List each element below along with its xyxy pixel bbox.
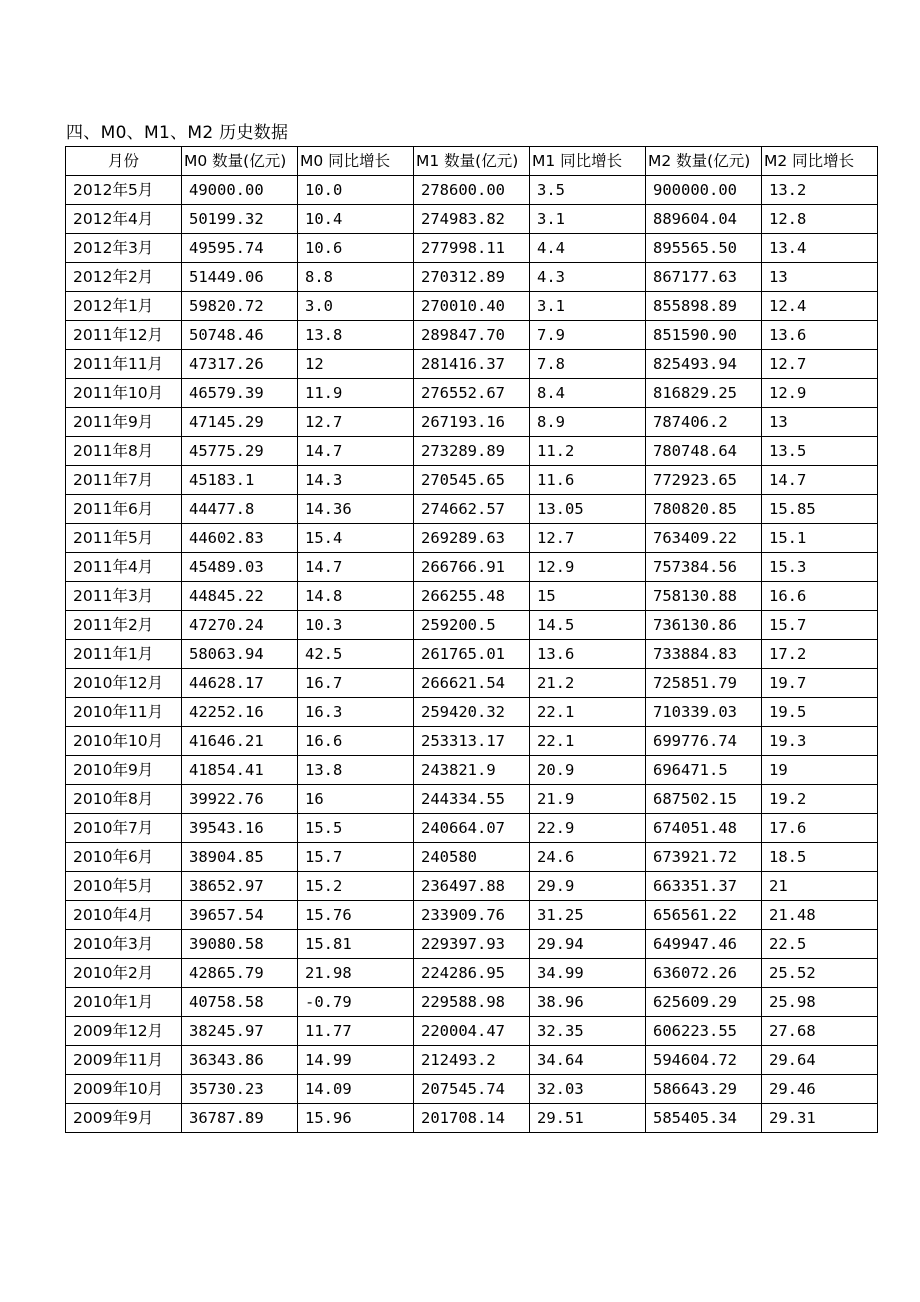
table-row	[66, 437, 878, 466]
cell-month: 2010年8月	[66, 785, 182, 814]
cell-m1-growth: 11.6	[530, 466, 646, 495]
header-m2-amount: M2 数量(亿元)	[646, 147, 762, 176]
cell-month: 2010年12月	[66, 669, 182, 698]
cell-m2-growth: 19.3	[762, 727, 878, 756]
cell-m0-growth: 15.81	[298, 930, 414, 959]
cell-m0-amount: 44628.17	[182, 669, 298, 698]
cell-month: 2010年9月	[66, 756, 182, 785]
table-row	[66, 727, 878, 756]
cell-m1-growth: 7.8	[530, 350, 646, 379]
cell-m0-growth: 15.76	[298, 901, 414, 930]
cell-m0-amount: 44477.8	[182, 495, 298, 524]
cell-m0-amount: 45489.03	[182, 553, 298, 582]
table-row	[66, 872, 878, 901]
cell-m1-amount: 229588.98	[414, 988, 530, 1017]
cell-m1-amount: 201708.14	[414, 1104, 530, 1133]
money-supply-table	[65, 146, 878, 1133]
cell-m1-amount: 253313.17	[414, 727, 530, 756]
table-row	[66, 1046, 878, 1075]
cell-m2-growth: 19.2	[762, 785, 878, 814]
cell-m2-amount: 900000.00	[646, 176, 762, 205]
cell-m1-growth: 34.64	[530, 1046, 646, 1075]
cell-m1-growth: 14.5	[530, 611, 646, 640]
cell-m1-amount: 229397.93	[414, 930, 530, 959]
cell-m1-amount: 273289.89	[414, 437, 530, 466]
cell-m2-amount: 757384.56	[646, 553, 762, 582]
header-m2-growth: M2 同比增长	[762, 147, 878, 176]
cell-m2-growth: 25.98	[762, 988, 878, 1017]
cell-m1-growth: 12.9	[530, 553, 646, 582]
cell-m0-amount: 40758.58	[182, 988, 298, 1017]
cell-m2-amount: 687502.15	[646, 785, 762, 814]
cell-m2-amount: 816829.25	[646, 379, 762, 408]
cell-m0-amount: 39543.16	[182, 814, 298, 843]
cell-m1-amount: 236497.88	[414, 872, 530, 901]
cell-m0-growth: 13.8	[298, 321, 414, 350]
cell-m1-amount: 240580	[414, 843, 530, 872]
cell-m2-amount: 586643.29	[646, 1075, 762, 1104]
cell-m2-amount: 710339.03	[646, 698, 762, 727]
cell-m1-amount: 220004.47	[414, 1017, 530, 1046]
cell-m0-amount: 42252.16	[182, 698, 298, 727]
table-row	[66, 234, 878, 263]
cell-m0-amount: 42865.79	[182, 959, 298, 988]
table-row	[66, 959, 878, 988]
cell-m0-amount: 36343.86	[182, 1046, 298, 1075]
table-row	[66, 611, 878, 640]
table-row	[66, 292, 878, 321]
table-row	[66, 466, 878, 495]
cell-m0-growth: 14.7	[298, 437, 414, 466]
cell-m1-growth: 29.9	[530, 872, 646, 901]
cell-month: 2012年3月	[66, 234, 182, 263]
cell-m1-growth: 32.35	[530, 1017, 646, 1046]
cell-m1-amount: 233909.76	[414, 901, 530, 930]
cell-m2-amount: 656561.22	[646, 901, 762, 930]
cell-m0-growth: 14.3	[298, 466, 414, 495]
cell-m2-amount: 594604.72	[646, 1046, 762, 1075]
cell-m0-amount: 44845.22	[182, 582, 298, 611]
cell-m2-growth: 12.4	[762, 292, 878, 321]
cell-month: 2010年7月	[66, 814, 182, 843]
cell-m2-growth: 14.7	[762, 466, 878, 495]
table-row	[66, 930, 878, 959]
table-row	[66, 408, 878, 437]
cell-m2-amount: 699776.74	[646, 727, 762, 756]
table-row	[66, 495, 878, 524]
cell-m1-growth: 7.9	[530, 321, 646, 350]
cell-m0-amount: 58063.94	[182, 640, 298, 669]
table-row	[66, 263, 878, 292]
cell-m2-growth: 17.6	[762, 814, 878, 843]
cell-m0-growth: 10.3	[298, 611, 414, 640]
cell-m1-amount: 270010.40	[414, 292, 530, 321]
cell-m0-growth: 3.0	[298, 292, 414, 321]
cell-m2-growth: 17.2	[762, 640, 878, 669]
cell-m2-amount: 763409.22	[646, 524, 762, 553]
cell-m0-amount: 41646.21	[182, 727, 298, 756]
cell-m0-amount: 49000.00	[182, 176, 298, 205]
table-row	[66, 901, 878, 930]
cell-m2-amount: 674051.48	[646, 814, 762, 843]
cell-month: 2011年2月	[66, 611, 182, 640]
cell-m1-amount: 281416.37	[414, 350, 530, 379]
cell-m0-growth: 11.77	[298, 1017, 414, 1046]
cell-m0-amount: 51449.06	[182, 263, 298, 292]
cell-m0-growth: 14.09	[298, 1075, 414, 1104]
cell-m0-amount: 38904.85	[182, 843, 298, 872]
cell-m2-growth: 13	[762, 408, 878, 437]
cell-m0-growth: 15.96	[298, 1104, 414, 1133]
cell-m2-growth: 19.7	[762, 669, 878, 698]
cell-m1-amount: 274662.57	[414, 495, 530, 524]
cell-month: 2011年10月	[66, 379, 182, 408]
cell-m0-growth: 21.98	[298, 959, 414, 988]
cell-m0-growth: 8.8	[298, 263, 414, 292]
cell-m2-amount: 736130.86	[646, 611, 762, 640]
cell-m2-growth: 13.2	[762, 176, 878, 205]
cell-month: 2009年11月	[66, 1046, 182, 1075]
cell-m1-amount: 289847.70	[414, 321, 530, 350]
cell-m1-growth: 21.9	[530, 785, 646, 814]
cell-m1-growth: 3.1	[530, 205, 646, 234]
cell-m2-growth: 12.8	[762, 205, 878, 234]
cell-month: 2012年2月	[66, 263, 182, 292]
header-m0-amount: M0 数量(亿元)	[182, 147, 298, 176]
cell-m0-amount: 45183.1	[182, 466, 298, 495]
cell-month: 2010年5月	[66, 872, 182, 901]
cell-m2-amount: 606223.55	[646, 1017, 762, 1046]
table-row	[66, 379, 878, 408]
cell-m1-growth: 29.51	[530, 1104, 646, 1133]
cell-m2-growth: 29.64	[762, 1046, 878, 1075]
cell-m1-growth: 13.6	[530, 640, 646, 669]
cell-m0-amount: 45775.29	[182, 437, 298, 466]
cell-month: 2010年1月	[66, 988, 182, 1017]
cell-m0-amount: 39922.76	[182, 785, 298, 814]
cell-m0-growth: 13.8	[298, 756, 414, 785]
cell-m2-growth: 21.48	[762, 901, 878, 930]
cell-month: 2010年4月	[66, 901, 182, 930]
cell-month: 2011年3月	[66, 582, 182, 611]
cell-m1-amount: 212493.2	[414, 1046, 530, 1075]
cell-m1-growth: 31.25	[530, 901, 646, 930]
cell-month: 2011年4月	[66, 553, 182, 582]
header-row	[66, 147, 878, 176]
cell-m0-amount: 47270.24	[182, 611, 298, 640]
cell-m0-amount: 47145.29	[182, 408, 298, 437]
table-row	[66, 176, 878, 205]
cell-m1-growth: 29.94	[530, 930, 646, 959]
cell-m1-growth: 38.96	[530, 988, 646, 1017]
cell-m0-amount: 38652.97	[182, 872, 298, 901]
cell-m1-growth: 22.9	[530, 814, 646, 843]
cell-m2-growth: 15.85	[762, 495, 878, 524]
cell-m1-growth: 24.6	[530, 843, 646, 872]
cell-m2-growth: 15.1	[762, 524, 878, 553]
table-row	[66, 843, 878, 872]
cell-m1-growth: 20.9	[530, 756, 646, 785]
cell-m0-amount: 35730.23	[182, 1075, 298, 1104]
table-row	[66, 669, 878, 698]
cell-m1-growth: 21.2	[530, 669, 646, 698]
cell-m1-amount: 224286.95	[414, 959, 530, 988]
cell-month: 2011年6月	[66, 495, 182, 524]
cell-m2-amount: 780820.85	[646, 495, 762, 524]
cell-m2-amount: 867177.63	[646, 263, 762, 292]
cell-m2-growth: 27.68	[762, 1017, 878, 1046]
cell-m1-growth: 22.1	[530, 727, 646, 756]
cell-m1-growth: 3.5	[530, 176, 646, 205]
cell-m0-growth: 10.6	[298, 234, 414, 263]
cell-m2-growth: 12.7	[762, 350, 878, 379]
cell-m2-growth: 13	[762, 263, 878, 292]
cell-m1-growth: 32.03	[530, 1075, 646, 1104]
cell-month: 2009年10月	[66, 1075, 182, 1104]
cell-m2-amount: 787406.2	[646, 408, 762, 437]
cell-m0-amount: 38245.97	[182, 1017, 298, 1046]
table-row	[66, 698, 878, 727]
cell-m0-amount: 50199.32	[182, 205, 298, 234]
cell-m2-growth: 13.4	[762, 234, 878, 263]
cell-m1-amount: 267193.16	[414, 408, 530, 437]
header-month: 月份	[66, 147, 182, 176]
cell-m0-growth: 15.4	[298, 524, 414, 553]
cell-m2-amount: 780748.64	[646, 437, 762, 466]
cell-month: 2011年1月	[66, 640, 182, 669]
cell-m1-growth: 13.05	[530, 495, 646, 524]
cell-m0-growth: 14.36	[298, 495, 414, 524]
table-row	[66, 814, 878, 843]
cell-m1-amount: 259420.32	[414, 698, 530, 727]
cell-m0-amount: 47317.26	[182, 350, 298, 379]
cell-month: 2010年11月	[66, 698, 182, 727]
cell-m2-amount: 855898.89	[646, 292, 762, 321]
cell-month: 2011年12月	[66, 321, 182, 350]
cell-m0-growth: 16.7	[298, 669, 414, 698]
header-m1-growth: M1 同比增长	[530, 147, 646, 176]
section-heading: 四、M0、M1、M2 历史数据	[66, 123, 289, 143]
table-row	[66, 988, 878, 1017]
cell-m2-amount: 696471.5	[646, 756, 762, 785]
cell-m1-growth: 8.9	[530, 408, 646, 437]
cell-m0-growth: 42.5	[298, 640, 414, 669]
cell-m2-growth: 29.46	[762, 1075, 878, 1104]
cell-m2-growth: 21	[762, 872, 878, 901]
cell-month: 2012年5月	[66, 176, 182, 205]
table-row	[66, 524, 878, 553]
cell-month: 2011年7月	[66, 466, 182, 495]
cell-m0-amount: 46579.39	[182, 379, 298, 408]
cell-m1-growth: 8.4	[530, 379, 646, 408]
cell-m1-amount: 266621.54	[414, 669, 530, 698]
cell-m0-amount: 44602.83	[182, 524, 298, 553]
cell-m2-growth: 19	[762, 756, 878, 785]
cell-m2-growth: 22.5	[762, 930, 878, 959]
cell-m2-amount: 649947.46	[646, 930, 762, 959]
cell-m1-growth: 4.4	[530, 234, 646, 263]
cell-m1-amount: 207545.74	[414, 1075, 530, 1104]
cell-m1-amount: 274983.82	[414, 205, 530, 234]
table-row	[66, 321, 878, 350]
cell-m1-growth: 34.99	[530, 959, 646, 988]
cell-m0-growth: 14.99	[298, 1046, 414, 1075]
cell-m0-growth: 12	[298, 350, 414, 379]
cell-m0-growth: 14.8	[298, 582, 414, 611]
cell-month: 2010年2月	[66, 959, 182, 988]
cell-m2-amount: 636072.26	[646, 959, 762, 988]
cell-m0-growth: 15.2	[298, 872, 414, 901]
cell-m1-amount: 266766.91	[414, 553, 530, 582]
table-row	[66, 756, 878, 785]
cell-m0-amount: 49595.74	[182, 234, 298, 263]
cell-m1-growth: 15	[530, 582, 646, 611]
cell-m0-growth: 16.6	[298, 727, 414, 756]
cell-month: 2012年1月	[66, 292, 182, 321]
cell-m1-amount: 244334.55	[414, 785, 530, 814]
cell-month: 2011年5月	[66, 524, 182, 553]
cell-m1-amount: 270545.65	[414, 466, 530, 495]
cell-m2-growth: 16.6	[762, 582, 878, 611]
cell-m0-amount: 36787.89	[182, 1104, 298, 1133]
cell-m0-amount: 39080.58	[182, 930, 298, 959]
cell-m1-growth: 11.2	[530, 437, 646, 466]
cell-month: 2010年3月	[66, 930, 182, 959]
table-row	[66, 1104, 878, 1133]
cell-m0-amount: 50748.46	[182, 321, 298, 350]
cell-m2-amount: 825493.94	[646, 350, 762, 379]
cell-month: 2009年9月	[66, 1104, 182, 1133]
cell-m1-amount: 277998.11	[414, 234, 530, 263]
cell-month: 2011年11月	[66, 350, 182, 379]
cell-m1-amount: 278600.00	[414, 176, 530, 205]
cell-m2-amount: 663351.37	[646, 872, 762, 901]
cell-m0-growth: 10.4	[298, 205, 414, 234]
cell-m2-growth: 12.9	[762, 379, 878, 408]
cell-m2-growth: 29.31	[762, 1104, 878, 1133]
header-m1-amount: M1 数量(亿元)	[414, 147, 530, 176]
cell-m1-amount: 270312.89	[414, 263, 530, 292]
cell-m0-growth: 15.7	[298, 843, 414, 872]
cell-m0-growth: 16	[298, 785, 414, 814]
cell-m2-growth: 13.6	[762, 321, 878, 350]
cell-m0-amount: 41854.41	[182, 756, 298, 785]
cell-m1-growth: 22.1	[530, 698, 646, 727]
cell-m0-growth: -0.79	[298, 988, 414, 1017]
cell-m2-growth: 13.5	[762, 437, 878, 466]
cell-month: 2009年12月	[66, 1017, 182, 1046]
cell-m2-amount: 585405.34	[646, 1104, 762, 1133]
cell-m2-growth: 15.3	[762, 553, 878, 582]
table-row	[66, 553, 878, 582]
cell-month: 2012年4月	[66, 205, 182, 234]
cell-m2-amount: 625609.29	[646, 988, 762, 1017]
cell-m0-amount: 39657.54	[182, 901, 298, 930]
cell-m0-growth: 14.7	[298, 553, 414, 582]
table-row	[66, 1017, 878, 1046]
cell-m2-amount: 733884.83	[646, 640, 762, 669]
cell-m0-growth: 15.5	[298, 814, 414, 843]
cell-m0-growth: 12.7	[298, 408, 414, 437]
cell-m1-growth: 4.3	[530, 263, 646, 292]
cell-m0-growth: 11.9	[298, 379, 414, 408]
table-row	[66, 1075, 878, 1104]
cell-m2-growth: 15.7	[762, 611, 878, 640]
cell-m1-amount: 266255.48	[414, 582, 530, 611]
cell-m1-amount: 261765.01	[414, 640, 530, 669]
cell-m1-growth: 3.1	[530, 292, 646, 321]
cell-month: 2010年10月	[66, 727, 182, 756]
cell-m0-amount: 59820.72	[182, 292, 298, 321]
cell-m0-growth: 10.0	[298, 176, 414, 205]
cell-month: 2010年6月	[66, 843, 182, 872]
cell-m2-amount: 772923.65	[646, 466, 762, 495]
cell-m2-amount: 851590.90	[646, 321, 762, 350]
cell-m2-amount: 889604.04	[646, 205, 762, 234]
table-row	[66, 640, 878, 669]
header-m0-growth: M0 同比增长	[298, 147, 414, 176]
cell-m2-amount: 725851.79	[646, 669, 762, 698]
cell-m1-amount: 243821.9	[414, 756, 530, 785]
cell-m0-growth: 16.3	[298, 698, 414, 727]
cell-m2-amount: 758130.88	[646, 582, 762, 611]
cell-month: 2011年8月	[66, 437, 182, 466]
cell-m1-amount: 276552.67	[414, 379, 530, 408]
cell-m1-amount: 240664.07	[414, 814, 530, 843]
cell-m1-growth: 12.7	[530, 524, 646, 553]
cell-m2-amount: 895565.50	[646, 234, 762, 263]
cell-m1-amount: 259200.5	[414, 611, 530, 640]
cell-m2-growth: 18.5	[762, 843, 878, 872]
cell-m2-amount: 673921.72	[646, 843, 762, 872]
table-row	[66, 582, 878, 611]
cell-m1-amount: 269289.63	[414, 524, 530, 553]
table-row	[66, 205, 878, 234]
table-row	[66, 785, 878, 814]
cell-month: 2011年9月	[66, 408, 182, 437]
table-row	[66, 350, 878, 379]
cell-m2-growth: 25.52	[762, 959, 878, 988]
cell-m2-growth: 19.5	[762, 698, 878, 727]
